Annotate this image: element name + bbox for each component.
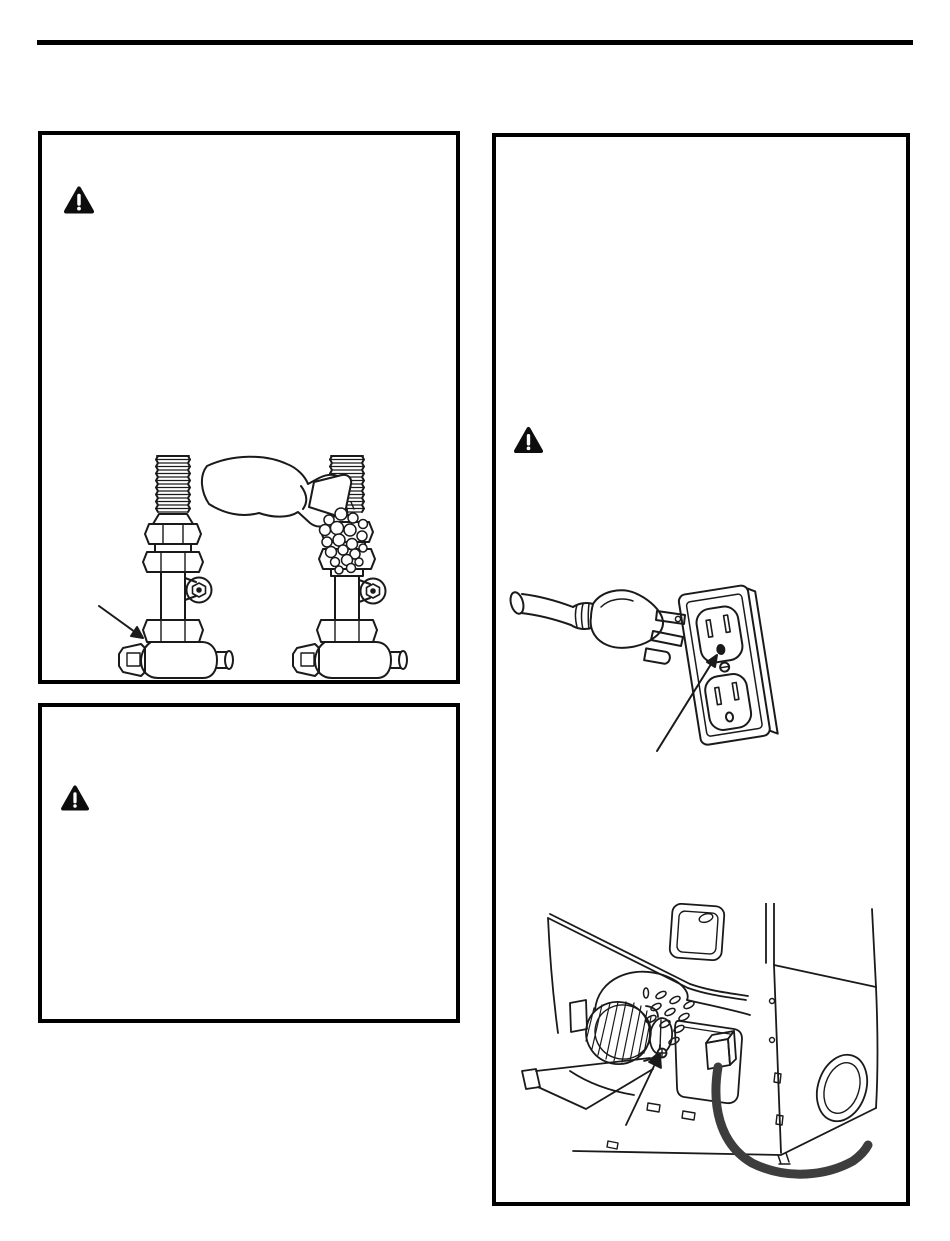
plug-outlet-illustration bbox=[505, 563, 795, 770]
header-rule bbox=[37, 40, 913, 45]
warning-triangle-icon bbox=[514, 425, 543, 455]
warning-box-secondary bbox=[38, 703, 460, 1023]
dryer-rear-illustration bbox=[498, 903, 898, 1205]
gas-valve-illustration bbox=[95, 450, 467, 685]
warning-triangle-icon bbox=[64, 186, 94, 214]
warning-triangle-icon bbox=[61, 785, 89, 811]
